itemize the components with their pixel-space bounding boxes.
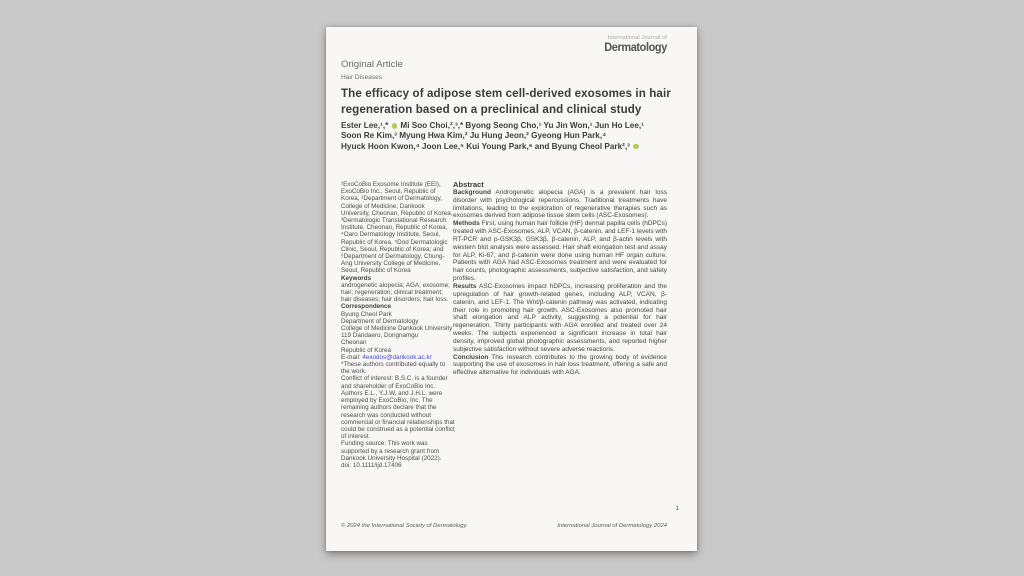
keywords: androgenetic alopecia; AGA; exosome; hair; regeneration; clinical treatment; hair diseases; hair disorders; hair loss. (341, 281, 450, 304)
keywords-heading: Keywords (341, 274, 372, 282)
abstract-heading: Abstract (453, 180, 484, 189)
equal-contribution-note: *These authors contributed equally to the work. (341, 361, 446, 376)
orcid-icon (633, 144, 639, 150)
correspondence-line: 119 Dandaero, Dongnamgu (341, 332, 419, 340)
abstract-results (453, 283, 667, 354)
article-type-label: Original Article (341, 59, 403, 70)
abstract-background (453, 189, 667, 220)
abstract-results-label: Results (453, 282, 477, 290)
title-line-2: regeneration based on a preclinical and clinical study (341, 103, 642, 116)
abstract-conclusion-label: Conclusion (453, 353, 489, 361)
orcid-icon (392, 123, 398, 129)
footer-copyright: © 2024 the International Society of Dermatology. (341, 523, 468, 529)
article-section-label: Hair Diseases (341, 74, 383, 81)
doi: doi: 10.1111/ijd.17406 (341, 461, 402, 469)
abstract-methods (453, 220, 667, 283)
abstract-conclusion-text: This research contributes to the growing body of evidence supporting the use of exosomes in hair loss treatment, offering a safe and effective alternative for individuals with AGA. (453, 353, 667, 377)
abstract-methods-text: First, using human hair follicle (HF) dermal papilla cells (hDPCs) treated with ASC-Exosomes, ALP, VCAN, β-catenin, and LEF-1 levels with RT-PCR and p-GSK3β, GSK3β, β-catenin, ALP, and β-actin levels with western blot analysis were assessed. Hair shaft elongation test and assay for ALP, Ki-67, and β-catenin were done using human HF organ culture. Patients with AGA had ASC-Exosomes treatment and were evaluated for hair counts, photographic assessments, subjective satisfaction, and safety profiles. (453, 220, 667, 283)
footer-journal-line: International Journal of Dermatology 2024 (557, 523, 667, 529)
abstract-background-text: Androgenetic alopecia (AGA) is a prevalent hair loss disorder with psychological repercussions. Traditional treatments have limitations, leading to the exploration of regenerative therapies such as exosomes derived from adipose tissue stem cells (ASC-Exosomes). (453, 188, 667, 220)
page-footer (341, 523, 667, 529)
page-number: 1 (675, 505, 679, 512)
abstract-results-text: ASC-Exosomes impact hDPCs, increasing proliferation and the upregulation of hair growth-related genes, including ALP, VCAN, β-catenin, and LEF-1. The Wnt/β-catenin pathway was activated, indicating their role in promoting hair growth. ASC-Exosomes also promoted hair shaft elongation and ALP activity, suggesting a potential for hair regeneration. Thirty participants with AGA enrolled and treated over 24 weeks. The subjects experienced a significant increase in total hair density, improved global photographic assessments, and reported higher subjective satisfaction without severe adverse reactions. (453, 282, 667, 353)
author-segment: Ester Lee,¹,* (341, 121, 389, 130)
correspondence-line: College of Medicine Dankook University (341, 325, 453, 333)
email-label: E-mail: (341, 353, 361, 361)
journal-logo-small-text: International Journal of (607, 35, 667, 41)
author-segment: Hyuck Hoon Kwon,⁴ Joon Lee,⁵ Kui Young Park,⁶ and Byung Cheol Park²,³ (341, 141, 630, 151)
email-line (341, 354, 455, 361)
author-list (341, 121, 689, 152)
author-segment: Soon Re Kim,³ Myung Hwa Kim,² Ju Hung Jeon,² Gyeong Hun Park,⁴ (341, 131, 607, 141)
correspondence-line: Republic of Korea (341, 346, 392, 354)
page-title (341, 86, 686, 118)
journal-logo (601, 36, 667, 54)
title-line-1: The efficacy of adipose stem cell-derived exosomes in hair (341, 87, 671, 100)
abstract-conclusion (453, 354, 667, 378)
author-segment: Mi Soo Choi,²,³,* Byong Seong Cho,¹ Yu Jin Won,¹ Jun Ho Lee,¹ (400, 121, 644, 130)
email-link[interactable]: 4exodos@dankook.ac.kr (362, 353, 432, 361)
correspondence-name: Byung Cheol Park (341, 310, 392, 318)
abstract-background-label: Background (453, 188, 491, 196)
conflict-of-interest: Conflict of interest: B.S.C. is a founder and shareholder of ExoCoBio Inc. Authors E.L., Y.J.W, and J.H.L. were employed by ExoCoBio, Inc. The remaining authors declare that the research was conducted without commercial or financial relationships that could be construed as a potential conflict of interest. (341, 375, 455, 441)
left-column (341, 181, 455, 469)
funding-source: Funding source: This work was supported by a research grant from Dankook University Hospital (2022). (341, 440, 442, 462)
correspondence-line: Department of Dermatology (341, 317, 419, 325)
abstract-methods-label: Methods (453, 220, 480, 228)
journal-logo-large-text: Dermatology (604, 41, 667, 54)
paper-page (326, 27, 697, 551)
correspondence-heading: Correspondence (341, 303, 392, 311)
affiliations: ¹ExoCoBio Exosome Institute (EEI), ExoCoBio Inc., Seoul, Republic of Korea, ²Department of Dermatology, College of Medicine, Dankook University, Cheonan, Republic of Korea, ³Dermatologic Translational Research Institute, Cheonan, Republic of Korea, ⁴Oaro Dermatology Institute, Seoul, Republic of Korea, ⁵Dod Dermatologic Clinic, Seoul, Republic of Korea; and ⁶Department of Dermatology, Chung-Ang University College of Medicine, Seoul, Republic of Korea (341, 181, 453, 275)
abstract (453, 181, 667, 377)
correspondence-line: Cheonan (341, 339, 367, 347)
